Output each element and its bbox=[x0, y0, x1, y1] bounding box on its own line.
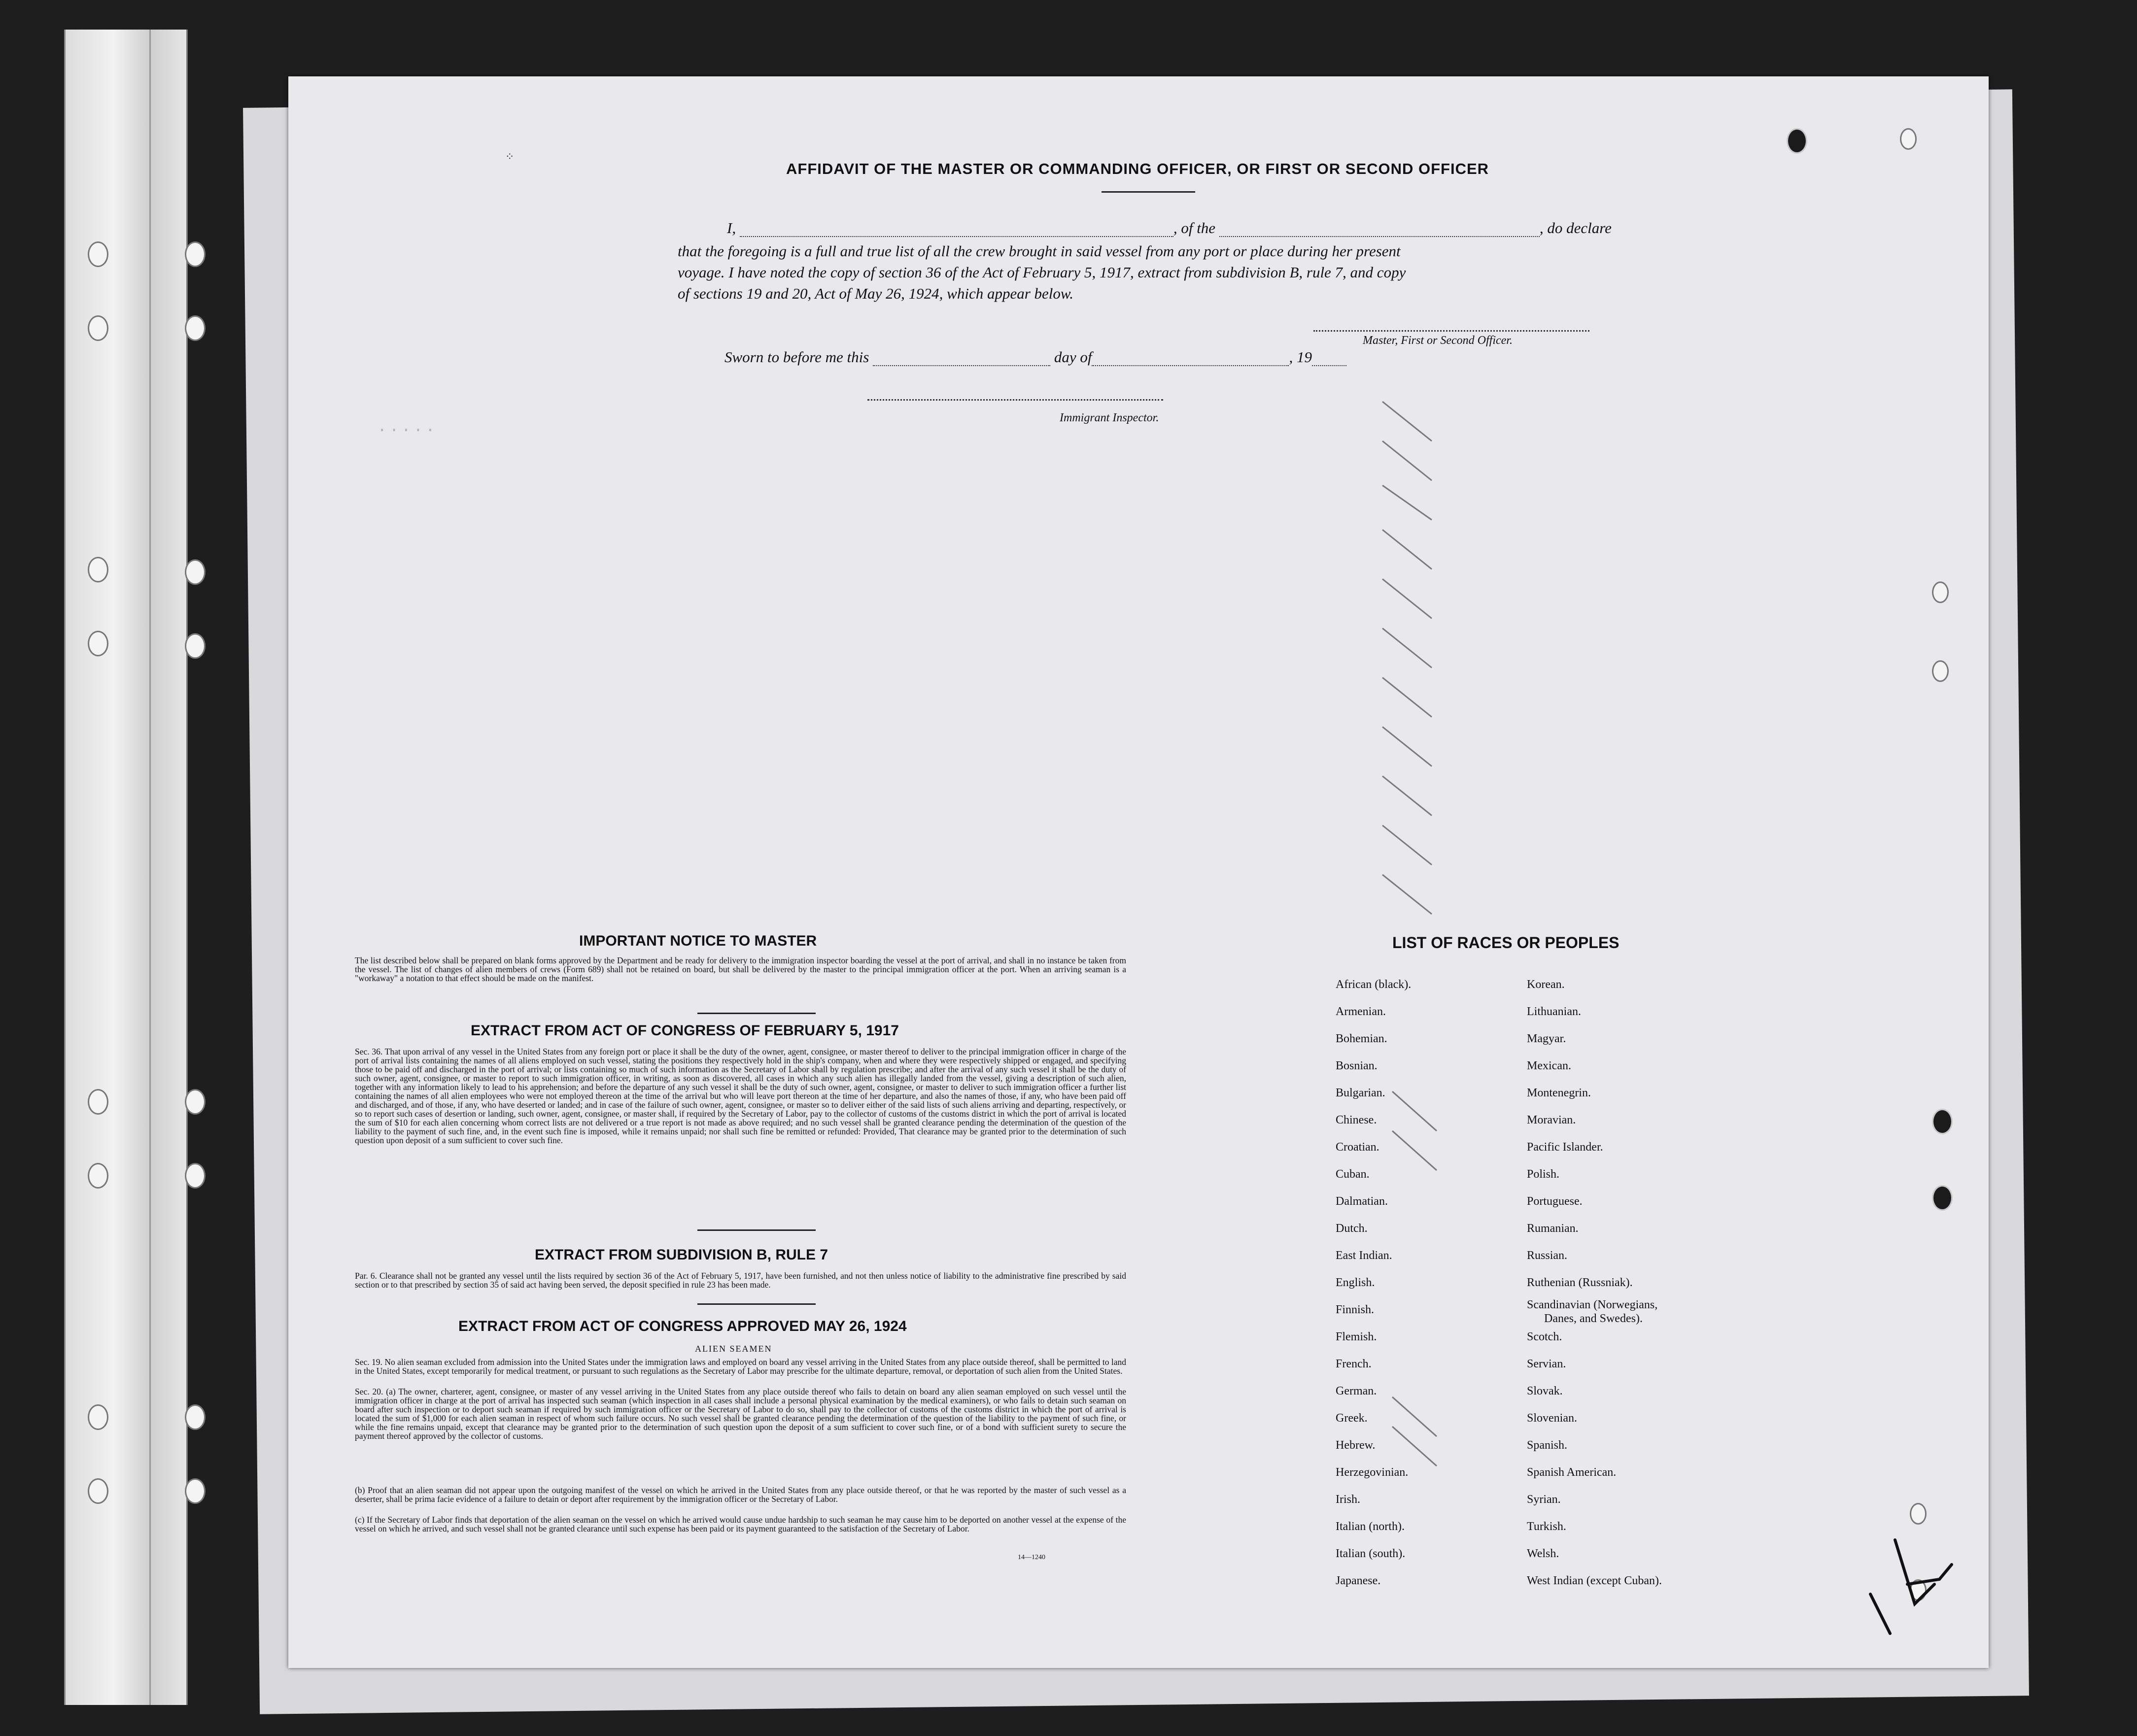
race-item: Lithuanian. bbox=[1527, 1005, 1581, 1018]
binder-hole bbox=[185, 633, 206, 659]
race-item: Moravian. bbox=[1527, 1114, 1576, 1126]
race-item: East Indian. bbox=[1336, 1249, 1392, 1262]
race-item: Japanese. bbox=[1336, 1574, 1381, 1587]
race-item: Flemish. bbox=[1336, 1330, 1377, 1343]
race-item: English. bbox=[1336, 1276, 1375, 1289]
race-item: Slovenian. bbox=[1527, 1412, 1577, 1425]
race-item: Danes, and Swedes). bbox=[1544, 1312, 1643, 1325]
race-item: Hebrew. bbox=[1336, 1439, 1376, 1452]
sworn-day-blank[interactable] bbox=[873, 361, 1050, 366]
punch-hole bbox=[1900, 128, 1917, 150]
binder-hole bbox=[88, 1163, 108, 1189]
sworn-text-c: , 19 bbox=[1289, 348, 1312, 366]
punch-hole bbox=[1787, 128, 1807, 154]
race-item: Mexican. bbox=[1527, 1059, 1571, 1072]
race-item: Finnish. bbox=[1336, 1303, 1375, 1316]
race-item: Korean. bbox=[1527, 978, 1565, 991]
affidavit-line-2: that the foregoing is a full and true list of all the crew brought in said vessel from any port or place during her present bbox=[678, 242, 1401, 260]
punch-hole bbox=[1932, 660, 1949, 682]
races-title: LIST OF RACES OR PEOPLES bbox=[1392, 934, 1620, 952]
race-item: Spanish American. bbox=[1527, 1466, 1617, 1479]
extract-1917-text: Sec. 36. That upon arrival of any vessel in the United States from any foreign port or place it shall be the duty of the owner, agent, consignee, or master thereof to deliver to the principal immigration officer in charge of the port of arrival lists containing the names of all aliens employed on such vessel, stating the positions they respectively hold in the ship's company, when and where they were respectively shipped or engaged, and specifying those to be paid off and discharged in the port of arrival; or lists containing so much of such information as the Secretary of Labor shall by regulation prescribe; and after the arrival of any such vessel it shall be the duty of such owner, agent, consignee, or master to report to such immigration officer, in writing, as soon as discovered, all cases in which any such alien has illegally landed from the vessel, giving a description of such alien, together with any information likely to lead to his apprehension; and before the departure of any such vessel it shall be the duty of such owner, agent, consignee, or master to deliver to such immigration officer a further list containing the names of all alien employees who were not employed thereon at the time of the arrival but who will leave port thereon at the time of her departure, and also the names of those, if any, who have been paid off and discharged, and of those, if any, who have deserted or landed; and in case of the failure of such owner, agent, consignee, or master so to deliver either of the said lists of such aliens arriving and departing, respectively, or so to report such cases of desertion or landing, such owner, agent, consignee, or master shall, if required by the Secretary of Labor, pay to the collector of customs of the customs district in which the port of arrival is located the sum of $10 for each alien concerning whom correct lists are not delivered or a true report is not made as above required; and no such vessel shall be granted clearance pending the determination of the question of the liability to the payment of such fine, and, in the event such fine is imposed, while it remains unpaid; nor shall such fine be remitted or refunded: Provided, That clearance may be granted prior to the determination of such question upon deposit of a sum sufficient to cover such fine. bbox=[355, 1047, 1126, 1145]
sec19-text: Sec. 19. No alien seaman excluded from admission into the United States under the immigration laws and employed on board any vessel arriving in the United States from any place outside thereof, shall be permitted to land in the United States, except temporarily for medical treatment, or pursuant to such regulations as the Secretary of Labor may prescribe for the ultimate departure, removal, or deportation of such alien from the United States. bbox=[355, 1357, 1126, 1376]
inspector-signature-line[interactable] bbox=[867, 399, 1163, 402]
race-item: Cuban. bbox=[1336, 1168, 1370, 1181]
sec20b-text: (b) Proof that an alien seaman did not appear upon the outgoing manifest of the vessel on which he arrived in the United States from any place outside thereof, or that he was reported by the master of such vessel as a deserter, shall be prima facie evidence of a failure to detain or deport after requirement by the immigration officer or the Secretary of Labor. bbox=[355, 1485, 1126, 1504]
binder-hole bbox=[88, 1404, 108, 1430]
race-item: Scotch. bbox=[1527, 1330, 1562, 1343]
sworn-text-a: Sworn to before me this bbox=[724, 348, 869, 366]
punch-hole bbox=[1932, 581, 1949, 603]
race-item: Bohemian. bbox=[1336, 1032, 1387, 1045]
notice-title: IMPORTANT NOTICE TO MASTER bbox=[579, 933, 817, 949]
sec20a-text: Sec. 20. (a) The owner, charterer, agent, consignee, or master of any vessel arriving in the United States from any place outside thereof who fails to detain on board any alien seaman employed on such vessel until the immigration officer in charge at the port of arrival has inspected such seaman (which inspection in all cases shall include a personal physical examination by the medical examiners), or who fails to detain such seaman on board after such inspection or to deport such seaman if required by such immigration officer or the Secretary of Labor to do so, shall pay to the collector of customs of the customs district in which the port of arrival is located the sum of $1,000 for each alien seaman in respect of whom such failure occurs. No such vessel shall be granted clearance pending the determination of the question of the liability to the payment of such fine, or while the fine remains unpaid, except that clearance may be granted prior to the determination of such question upon the deposit of a sum sufficient to cover such fine, or of a bond with sufficient surety to secure the payment thereof approved by the collector of customs. bbox=[355, 1387, 1126, 1441]
pencil-tick-marks bbox=[1363, 372, 1491, 1505]
handwritten-number bbox=[1861, 1510, 1959, 1648]
affidavit-i: I, bbox=[727, 219, 736, 237]
race-item: Rumanian. bbox=[1527, 1222, 1579, 1235]
race-item: Magyar. bbox=[1527, 1032, 1566, 1045]
binder-hole bbox=[88, 1478, 108, 1504]
master-signature-label: Master, First or Second Officer. bbox=[1363, 334, 1513, 347]
race-item: Russian. bbox=[1527, 1249, 1568, 1262]
form-number: 14—1240 bbox=[1018, 1554, 1045, 1561]
race-item: Irish. bbox=[1336, 1493, 1360, 1506]
rule7-text: Par. 6. Clearance shall not be granted any vessel until the lists required by section 36 of the Act of February 5, 1917, have been furnished, and not then unless notice of liability to the administrative fine prescribed by said section or to that prescribed by section 35 of said act having been served, the deposit specified in rule 23 has been made. bbox=[355, 1271, 1126, 1290]
race-item: Dutch. bbox=[1336, 1222, 1368, 1235]
race-item: Greek. bbox=[1336, 1412, 1368, 1425]
binder-hole bbox=[185, 1478, 206, 1504]
race-item: Welsh. bbox=[1527, 1547, 1559, 1560]
sworn-year-blank[interactable] bbox=[1312, 361, 1346, 366]
vessel-blank[interactable] bbox=[1219, 232, 1540, 237]
notice-rule bbox=[697, 1013, 816, 1014]
master-signature-line[interactable] bbox=[1313, 330, 1589, 333]
rule7-rule bbox=[697, 1303, 816, 1305]
extract-1924-title: EXTRACT FROM ACT OF CONGRESS APPROVED MAY 26, 1924 bbox=[458, 1318, 907, 1334]
notice-text: The list described below shall be prepared on blank forms approved by the Department and be ready for delivery to the immigration inspector boarding the vessel at the port of arrival, and shall in no instance be taken from the vessel. The list of changes of alien members of crews (Form 689) shall not be retained on board, but shall be delivered by the master to the principal immigration officer at the port. When an arriving seaman is a "workaway" a notation to that effect should be made on the manifest. bbox=[355, 955, 1126, 983]
race-item: Pacific Islander. bbox=[1527, 1141, 1603, 1154]
race-item: Montenegrin. bbox=[1527, 1087, 1591, 1099]
binder-hole bbox=[185, 241, 206, 267]
race-item: Italian (south). bbox=[1336, 1547, 1406, 1560]
affidavit-do-declare: , do declare bbox=[1539, 219, 1612, 237]
binder-hole bbox=[185, 559, 206, 585]
race-item: Bulgarian. bbox=[1336, 1087, 1385, 1099]
race-item: Italian (north). bbox=[1336, 1520, 1405, 1533]
binder-hole bbox=[185, 1089, 206, 1115]
race-item: Scandinavian (Norwegians, bbox=[1527, 1298, 1658, 1311]
affidavit-title: AFFIDAVIT OF THE MASTER OR COMMANDING OFFICER, OR FIRST OR SECOND OFFICER bbox=[786, 160, 1489, 177]
race-item: Dalmatian. bbox=[1336, 1195, 1388, 1208]
bleed-through-marks: ····· bbox=[377, 421, 438, 440]
race-item: Polish. bbox=[1527, 1168, 1560, 1181]
inspector-signature-label: Immigrant Inspector. bbox=[1060, 411, 1159, 424]
race-item: Syrian. bbox=[1527, 1493, 1561, 1506]
punch-hole bbox=[1932, 1185, 1953, 1211]
sworn-text-b: day of bbox=[1054, 348, 1092, 366]
affidavit-line-3: voyage. I have noted the copy of section 36 of the Act of February 5, 1917, extract from subdivision B, rule 7, and copy bbox=[678, 264, 1406, 281]
name-blank[interactable] bbox=[740, 232, 1173, 237]
race-item: Armenian. bbox=[1336, 1005, 1386, 1018]
title-rule bbox=[1102, 191, 1195, 193]
race-item: German. bbox=[1336, 1385, 1377, 1397]
sec20c-text: (c) If the Secretary of Labor finds that deportation of the alien seaman on the vessel on which he arrived would cause undue hardship to such seaman he may cause him to be deported on another vessel at the expense of the vessel on which he arrived, and such vessel shall not be granted clearance until such expense has been paid or its payment guaranteed to the satisfaction of the Secretary of Labor. bbox=[355, 1515, 1126, 1533]
race-item: Turkish. bbox=[1527, 1520, 1566, 1533]
affidavit-of-the: , of the bbox=[1173, 219, 1216, 237]
race-item: Bosnian. bbox=[1336, 1059, 1378, 1072]
sworn-line bbox=[724, 348, 1346, 366]
punch-hole bbox=[1932, 1109, 1953, 1134]
alien-seamen-subtitle: ALIEN SEAMEN bbox=[695, 1344, 772, 1354]
race-item: Croatian. bbox=[1336, 1141, 1379, 1154]
affidavit-page bbox=[288, 76, 1989, 1668]
extract-1917-title: EXTRACT FROM ACT OF CONGRESS OF FEBRUARY 5, 1917 bbox=[471, 1022, 899, 1039]
sworn-month-blank[interactable] bbox=[1092, 361, 1289, 366]
race-item: West Indian (except Cuban). bbox=[1527, 1574, 1662, 1587]
race-item: Spanish. bbox=[1527, 1439, 1568, 1452]
race-item: Ruthenian (Russniak). bbox=[1527, 1276, 1633, 1289]
binder-hole bbox=[88, 315, 108, 341]
binder-hole bbox=[185, 1404, 206, 1430]
race-item: Servian. bbox=[1527, 1358, 1566, 1370]
binder-hole bbox=[185, 315, 206, 341]
race-item: Slovak. bbox=[1527, 1385, 1563, 1397]
race-item: Herzegovinian. bbox=[1336, 1466, 1409, 1479]
rule7-title: EXTRACT FROM SUBDIVISION B, RULE 7 bbox=[535, 1247, 828, 1263]
binder-hole bbox=[88, 631, 108, 656]
race-item: Chinese. bbox=[1336, 1114, 1377, 1126]
extract-1917-rule bbox=[697, 1229, 816, 1231]
affidavit-declarant-line bbox=[727, 219, 1910, 237]
binder-strip bbox=[64, 30, 188, 1705]
binder-hole bbox=[88, 1089, 108, 1115]
race-item: African (black). bbox=[1336, 978, 1412, 991]
binder-hole bbox=[185, 1163, 206, 1189]
affidavit-line-4: of sections 19 and 20, Act of May 26, 1924, which appear below. bbox=[678, 285, 1074, 302]
binder-hole bbox=[88, 557, 108, 582]
stamp-mark: ⁘ bbox=[505, 150, 515, 163]
race-item: French. bbox=[1336, 1358, 1372, 1370]
binder-hole bbox=[88, 241, 108, 267]
race-item: Portuguese. bbox=[1527, 1195, 1583, 1208]
